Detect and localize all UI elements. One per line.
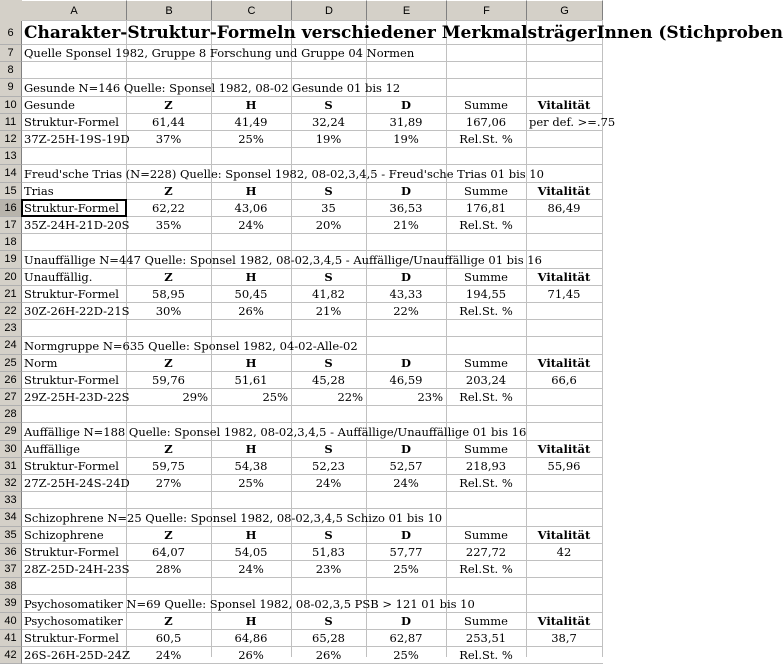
formula-code[interactable]: 26S-26H-25D-24Z — [24, 648, 130, 663]
percent-s[interactable]: 20% — [315, 218, 342, 233]
header-s[interactable]: S — [324, 183, 333, 198]
header-d[interactable]: D — [401, 269, 411, 284]
percent-d[interactable]: 25% — [393, 648, 419, 663]
value-vitalitaet[interactable]: 42 — [556, 544, 572, 559]
value-summe[interactable]: 176,81 — [465, 200, 507, 215]
value-z[interactable]: 59,75 — [152, 458, 185, 473]
value-h[interactable]: 43,06 — [234, 200, 268, 215]
header-vitalitaet[interactable]: Vitalität — [537, 527, 591, 542]
row-header-14[interactable]: 14 — [0, 165, 22, 182]
percent-d[interactable]: 21% — [393, 218, 419, 233]
row-header-40[interactable]: 40 — [0, 613, 22, 630]
value-z[interactable]: 60,5 — [155, 630, 182, 645]
value-vitalitaet[interactable]: 66,6 — [551, 372, 577, 387]
row-header-12[interactable]: 12 — [0, 131, 22, 148]
value-h[interactable]: 51,61 — [234, 372, 268, 387]
group-caption[interactable]: Normgruppe N=635 Quelle: Sponsel 1982, 04-02-Alle-02 — [24, 338, 358, 353]
value-s[interactable]: 32,24 — [312, 114, 345, 129]
row-header-32[interactable]: 32 — [0, 475, 22, 492]
row-header-34[interactable]: 34 — [0, 509, 22, 526]
value-z[interactable]: 59,76 — [152, 372, 185, 387]
relst-label[interactable]: Rel.St. % — [459, 562, 513, 577]
header-summe[interactable]: Summe — [464, 441, 508, 456]
value-summe[interactable]: 203,24 — [465, 372, 507, 387]
percent-h[interactable]: 25% — [238, 132, 264, 147]
percent-h[interactable]: 26% — [238, 648, 264, 663]
row-header-27[interactable]: 27 — [0, 389, 22, 406]
value-z[interactable]: 58,95 — [152, 286, 185, 301]
group-name-cell[interactable]: Gesunde — [24, 97, 75, 112]
header-h[interactable]: H — [245, 97, 257, 112]
row-header-26[interactable]: 26 — [0, 372, 22, 389]
relst-label[interactable]: Rel.St. % — [459, 218, 513, 233]
active-cell-outline — [21, 199, 127, 217]
header-vitalitaet[interactable]: Vitalität — [537, 355, 591, 370]
value-s[interactable]: 65,28 — [312, 630, 345, 645]
group-name-cell[interactable]: Schizophrene — [24, 527, 104, 542]
formula-code[interactable]: 28Z-25D-24H-23S — [24, 562, 130, 577]
value-vitalitaet[interactable]: 86,49 — [547, 200, 581, 215]
header-h[interactable]: H — [245, 269, 257, 284]
value-h[interactable]: 64,86 — [234, 630, 268, 645]
percent-d[interactable]: 25% — [393, 562, 419, 577]
struktur-formel-label[interactable]: Struktur-Formel — [24, 200, 119, 215]
percent-z[interactable]: 30% — [155, 304, 182, 319]
group-caption[interactable]: Unauffällige N=447 Quelle: Sponsel 1982, 08-02,3,4,5 - Auffällige/Unauffällige 01 bis 16 — [24, 252, 542, 267]
header-d[interactable]: D — [401, 355, 411, 370]
header-h[interactable]: H — [245, 441, 257, 456]
value-d[interactable]: 52,57 — [389, 458, 423, 473]
column-header-bar — [0, 0, 603, 21]
row-header-29[interactable]: 29 — [0, 423, 22, 440]
value-summe[interactable]: 253,51 — [465, 630, 507, 645]
header-h[interactable]: H — [245, 355, 257, 370]
group-caption[interactable]: Freud'sche Trias (N=228) Quelle: Sponsel 1982, 08-02,3,4,5 - Freud'sche Trias 01 bis 10 — [24, 166, 544, 181]
row-header-38[interactable]: 38 — [0, 578, 22, 595]
row-header-33[interactable]: 33 — [0, 492, 22, 509]
header-h[interactable]: H — [245, 183, 257, 198]
struktur-formel-label[interactable]: Struktur-Formel — [24, 544, 119, 559]
spreadsheet-grid[interactable] — [22, 21, 783, 663]
percent-z[interactable]: 29% — [182, 390, 208, 405]
row-header-17[interactable]: 17 — [0, 217, 22, 234]
group-caption[interactable]: Auffällige N=188 Quelle: Sponsel 1982, 08-02,3,4,5 - Auffällige/Unauffällige 01 bis 16 — [24, 424, 527, 439]
struktur-formel-label[interactable]: Struktur-Formel — [24, 630, 119, 645]
percent-s[interactable]: 19% — [315, 132, 342, 147]
row-header-19[interactable]: 19 — [0, 251, 22, 268]
column-header-c[interactable]: C — [212, 0, 292, 21]
struktur-formel-label[interactable]: Struktur-Formel — [24, 114, 119, 129]
column-header-e[interactable]: E — [367, 0, 447, 21]
row-header-24[interactable]: 24 — [0, 337, 22, 354]
header-s[interactable]: S — [324, 441, 333, 456]
row-header-25[interactable]: 25 — [0, 355, 22, 372]
row-header-36[interactable]: 36 — [0, 544, 22, 561]
source-line[interactable]: Quelle Sponsel 1982, Gruppe 8 Forschung und Gruppe 04 Normen — [24, 46, 415, 61]
formula-code[interactable]: 37Z-25H-19S-19D — [24, 132, 130, 147]
header-summe[interactable]: Summe — [464, 97, 508, 112]
group-name-cell[interactable]: Psychosomatiker — [24, 613, 123, 628]
header-vitalitaet[interactable]: Vitalität — [537, 613, 591, 628]
relst-label[interactable]: Rel.St. % — [459, 304, 513, 319]
row-header-11[interactable]: 11 — [0, 114, 22, 131]
formula-code[interactable]: 29Z-25H-23D-22S — [24, 390, 130, 405]
value-s[interactable]: 52,23 — [312, 458, 345, 473]
row-header-35[interactable]: 35 — [0, 527, 22, 544]
percent-z[interactable]: 28% — [155, 562, 182, 577]
header-s[interactable]: S — [324, 355, 333, 370]
header-s[interactable]: S — [324, 97, 333, 112]
formula-code[interactable]: 35Z-24H-21D-20S — [24, 218, 130, 233]
header-vitalitaet[interactable]: Vitalität — [537, 183, 591, 198]
header-d[interactable]: D — [401, 97, 411, 112]
row-header-42[interactable]: 42 — [0, 647, 22, 664]
struktur-formel-label[interactable]: Struktur-Formel — [24, 286, 119, 301]
header-h[interactable]: H — [245, 613, 257, 628]
column-header-d[interactable]: D — [292, 0, 367, 21]
row-header-8[interactable]: 8 — [0, 62, 22, 79]
relst-label[interactable]: Rel.St. % — [459, 132, 513, 147]
row-header-39[interactable]: 39 — [0, 595, 22, 612]
header-vitalitaet[interactable]: Vitalität — [537, 441, 591, 456]
row-header-23[interactable]: 23 — [0, 320, 22, 337]
row-header-22[interactable]: 22 — [0, 303, 22, 320]
percent-h[interactable]: 25% — [238, 476, 264, 491]
header-z[interactable]: Z — [164, 527, 173, 542]
header-z[interactable]: Z — [164, 355, 173, 370]
value-d[interactable]: 62,87 — [389, 630, 423, 645]
column-header-f[interactable]: F — [447, 0, 527, 21]
percent-z[interactable]: 27% — [155, 476, 182, 491]
row-header-28[interactable]: 28 — [0, 406, 22, 423]
value-h[interactable]: 50,45 — [234, 286, 268, 301]
value-d[interactable]: 36,53 — [389, 200, 423, 215]
header-z[interactable]: Z — [164, 97, 173, 112]
value-h[interactable]: 54,05 — [234, 544, 268, 559]
group-caption[interactable]: Gesunde N=146 Quelle: Sponsel 1982, 08-02 Gesunde 01 bis 12 — [24, 80, 401, 95]
row-header-41[interactable]: 41 — [0, 630, 22, 647]
value-vitalitaet[interactable]: per def. >=.75 — [529, 114, 616, 129]
value-d[interactable]: 43,33 — [389, 286, 423, 301]
value-z[interactable]: 61,44 — [152, 114, 185, 129]
row-header-15[interactable]: 15 — [0, 183, 22, 200]
column-header-a[interactable]: A — [22, 0, 127, 21]
row-header-7[interactable]: 7 — [0, 45, 22, 62]
row-header-31[interactable]: 31 — [0, 458, 22, 475]
header-s[interactable]: S — [324, 613, 333, 628]
sheet-title[interactable]: Charakter-Struktur-Formeln verschiedener MerkmalsträgerInnen (Stichproben — [24, 23, 783, 43]
row-header-21[interactable]: 21 — [0, 286, 22, 303]
header-z[interactable]: Z — [164, 441, 173, 456]
group-caption[interactable]: Schizophrene N=25 Quelle: Sponsel 1982, 08-02,3,4,5 Schizo 01 bis 10 — [24, 510, 443, 525]
header-summe[interactable]: Summe — [464, 355, 508, 370]
percent-s[interactable]: 21% — [315, 304, 342, 319]
header-s[interactable]: S — [324, 527, 333, 542]
group-name-cell[interactable]: Auffällige — [24, 441, 80, 456]
percent-h[interactable]: 24% — [238, 562, 264, 577]
struktur-formel-label[interactable]: Struktur-Formel — [24, 458, 119, 473]
header-vitalitaet[interactable]: Vitalität — [537, 269, 591, 284]
header-h[interactable]: H — [245, 527, 257, 542]
percent-z[interactable]: 35% — [155, 218, 182, 233]
value-d[interactable]: 46,59 — [389, 372, 423, 387]
header-d[interactable]: D — [401, 613, 411, 628]
value-s[interactable]: 45,28 — [312, 372, 345, 387]
row-header-9[interactable]: 9 — [0, 79, 22, 96]
relst-label[interactable]: Rel.St. % — [459, 648, 513, 663]
value-summe[interactable]: 194,55 — [465, 286, 507, 301]
header-d[interactable]: D — [401, 183, 411, 198]
row-header-20[interactable]: 20 — [0, 269, 22, 286]
header-summe[interactable]: Summe — [464, 183, 508, 198]
value-d[interactable]: 31,89 — [389, 114, 423, 129]
row-header-30[interactable]: 30 — [0, 441, 22, 458]
percent-s[interactable]: 24% — [315, 476, 342, 491]
header-z[interactable]: Z — [164, 269, 173, 284]
percent-h[interactable]: 25% — [262, 390, 288, 405]
percent-d[interactable]: 19% — [393, 132, 419, 147]
group-caption[interactable]: Psychosomatiker N=69 Quelle: Sponsel 1982, 08-02,3,5 PSB > 121 01 bis 10 — [24, 596, 475, 611]
percent-s[interactable]: 26% — [315, 648, 342, 663]
value-vitalitaet[interactable]: 38,7 — [551, 630, 577, 645]
header-summe[interactable]: Summe — [464, 527, 508, 542]
row-header-37[interactable]: 37 — [0, 561, 22, 578]
value-d[interactable]: 57,77 — [389, 544, 423, 559]
relst-label[interactable]: Rel.St. % — [459, 476, 513, 491]
percent-d[interactable]: 24% — [393, 476, 419, 491]
value-vitalitaet[interactable]: 71,45 — [547, 286, 581, 301]
value-summe[interactable]: 218,93 — [465, 458, 507, 473]
row-header-18[interactable]: 18 — [0, 234, 22, 251]
group-name-cell[interactable]: Norm — [24, 355, 58, 370]
row-header-10[interactable]: 10 — [0, 97, 22, 114]
value-s[interactable]: 51,83 — [312, 544, 345, 559]
header-z[interactable]: Z — [164, 183, 173, 198]
group-name-cell[interactable]: Trias — [24, 183, 54, 198]
header-vitalitaet[interactable]: Vitalität — [537, 97, 591, 112]
row-header-13[interactable]: 13 — [0, 148, 22, 165]
group-name-cell[interactable]: Unauffällig. — [24, 269, 93, 284]
value-z[interactable]: 64,07 — [152, 544, 185, 559]
struktur-formel-label[interactable]: Struktur-Formel — [24, 372, 119, 387]
value-h[interactable]: 41,49 — [234, 114, 268, 129]
percent-d[interactable]: 23% — [417, 390, 443, 405]
formula-code[interactable]: 27Z-25H-24S-24D — [24, 476, 130, 491]
percent-z[interactable]: 37% — [155, 132, 182, 147]
value-s[interactable]: 41,82 — [312, 286, 345, 301]
value-summe[interactable]: 167,06 — [465, 114, 507, 129]
header-d[interactable]: D — [401, 441, 411, 456]
header-summe[interactable]: Summe — [464, 613, 508, 628]
percent-d[interactable]: 22% — [393, 304, 419, 319]
header-z[interactable]: Z — [164, 613, 173, 628]
value-z[interactable]: 62,22 — [152, 200, 185, 215]
percent-z[interactable]: 24% — [155, 648, 182, 663]
row-header-16[interactable]: 16 — [0, 200, 22, 217]
value-s[interactable]: 35 — [321, 200, 336, 215]
gridline-horizontal — [22, 20, 603, 21]
column-header-g[interactable]: G — [527, 0, 603, 21]
percent-s[interactable]: 23% — [315, 562, 342, 577]
relst-label[interactable]: Rel.St. % — [459, 390, 513, 405]
header-s[interactable]: S — [324, 269, 333, 284]
percent-s[interactable]: 22% — [337, 390, 363, 405]
value-h[interactable]: 54,38 — [234, 458, 268, 473]
header-d[interactable]: D — [401, 527, 411, 542]
row-header-6[interactable]: 6 — [0, 21, 22, 45]
column-header-b[interactable]: B — [127, 0, 212, 21]
header-summe[interactable]: Summe — [464, 269, 508, 284]
value-summe[interactable]: 227,72 — [465, 544, 507, 559]
percent-h[interactable]: 26% — [238, 304, 264, 319]
percent-h[interactable]: 24% — [238, 218, 264, 233]
formula-code[interactable]: 30Z-26H-22D-21S — [24, 304, 130, 319]
value-vitalitaet[interactable]: 55,96 — [547, 458, 581, 473]
